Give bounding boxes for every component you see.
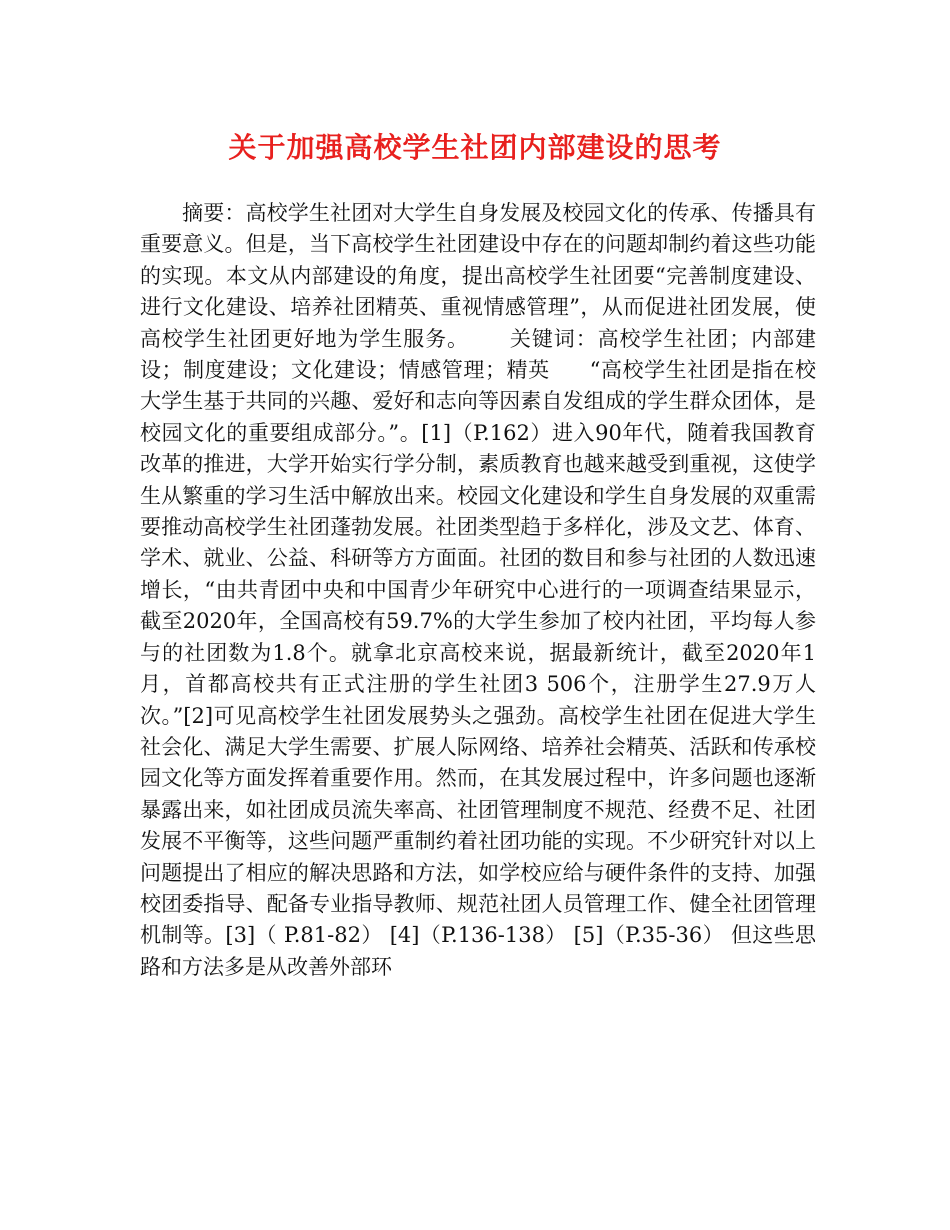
document-title: 关于加强高校学生社团内部建设的思考 — [228, 131, 722, 164]
body-text: “高校学生社团是指在校大学生基于共同的兴趣、爱好和志向等因素自发组成的学生群众团体，是校园文化的重要组成部分。”。[1]（P.162）进入90年代，随着我国教育改革的推进，大学开始实行学分制，素质教育也越来越受到重视，这使学生从繁重的学习生活中解放出来。校园文化建设和学生自身发展的双重需要推动高校学生社团蓬勃发展。社团类型趋于多样化，涉及文艺、体育、学术、就业、公益、科研等方方面面。社团的数目和参与社团的人数迅速增长，“由共青团中央和中国青少年研究中心进行的一项调查结果显示，截至2020年，全国高校有59.7%的大学生参加了校内社团，平均每人参与的社团数为1.8个。就拿北京高校来说，据最新统计，截至2020年1月，首都高校共有正式注册的学生社团3 506个，注册学生27.9万人次。”[2]可见高校学生社团发展势头之强劲。高校学生社团在促进大学生社会化、满足大学生需要、扩展人际网络、培养社会精英、活跃和传承校园文化等方面发挥着重要作用。然而，在其发展过程中，许多问题也逐渐暴露出来，如社团成员流失率高、社团管理制度不规范、经费不足、社团发展不平衡等，这些问题严重制约着社团功能的实现。不少研究针对以上问题提出了相应的解决思路和方法，如学校应给与硬件条件的支持、加强校团委指导、配备专业指导教师、规范社团人员管理工作、健全社团管理机制等。[3]（ P.81-82） [4]（P.136-138） [5]（P.35-36） 但这些思路和方法多是从改善外部环 — [140, 358, 816, 979]
document-body — [140, 198, 816, 983]
abstract-text: 摘要：高校学生社团对大学生自身发展及校园文化的传承、传播具有重要意义。但是，当下高校学生社团建设中存在的问题却制约着这些功能的实现。本文从内部建设的角度，提出高校学生社团要“完善制度建设、进行文化建设、培养社团精英、重视情感管理”，从而促进社团发展，使高校学生社团更好地为学生服务。 — [140, 201, 816, 351]
keywords-text: 关键词：高校学生社团；内部建设；制度建设；文化建设；情感管理；精英 — [140, 326, 817, 383]
